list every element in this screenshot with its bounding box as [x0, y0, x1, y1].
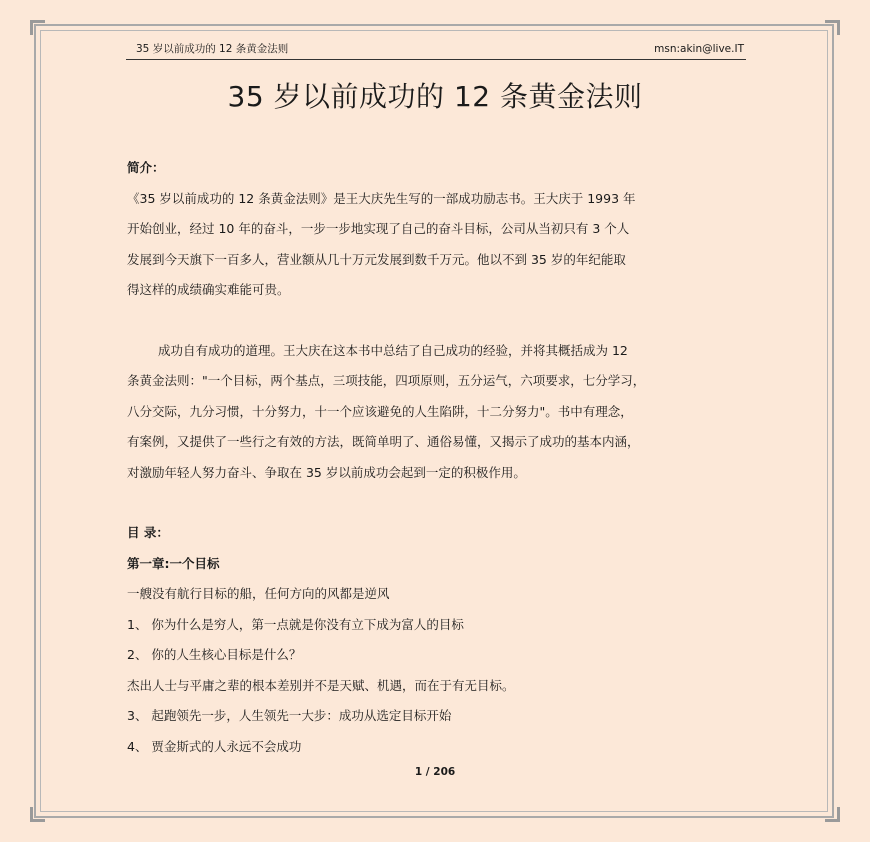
header-contact: msn:akin@live.IT [654, 43, 744, 55]
corner-ornament-bottom-left [30, 807, 45, 822]
toc-line: 3、 起跑领先一步，人生领先一大步：成功从选定目标开始 [127, 708, 452, 723]
toc-label: 目 录： [127, 525, 169, 540]
intro-p1-line: 开始创业，经过 10 年的奋斗，一步一步地实现了自己的奋斗目标，公司从当初只有 3 个人 [127, 221, 630, 236]
intro-label: 简介： [127, 160, 165, 175]
corner-ornament-top-right [825, 20, 840, 35]
corner-ornament-top-left [30, 20, 45, 35]
document-title: 35 岁以前成功的 12 条黄金法则 [227, 80, 643, 113]
intro-p2-line: 成功自有成功的道理。王大庆在这本书中总结了自己成功的经验，并将其概括成为 12 [158, 342, 628, 358]
toc-line: 一艘没有航行目标的船，任何方向的风都是逆风 [127, 586, 390, 601]
intro-p2-line: 有案例，又提供了一些行之有效的方法，既简单明了、通俗易懂，又揭示了成功的基本内涵， [127, 434, 640, 449]
toc-line: 1、 你为什么是穷人，第一点就是你没有立下成为富人的目标 [127, 616, 464, 632]
intro-p1-line: 发展到今天旗下一百多人，营业额从几十万元发展到数千万元。他以不到 35 岁的年纪能取 [127, 251, 626, 267]
intro-p2-line: 条黄金法则："一个目标，两个基点，三项技能，四项原则，五分运气，六项要求，七分学习， [127, 373, 646, 388]
document-body [127, 153, 749, 762]
toc-line: 4、 贾金斯式的人永远不会成功 [127, 738, 302, 754]
toc-line: 2、 你的人生核心目标是什么？ [127, 647, 302, 662]
intro-p1-line: 《35 岁以前成功的 12 条黄金法则》是王大庆先生写的一部成功励志书。王大庆于 1993 年 [127, 190, 636, 206]
intro-p2-line: 对激励年轻人努力奋斗、争取在 35 岁以前成功会起到一定的积极作用。 [127, 464, 526, 480]
corner-ornament-bottom-right [825, 807, 840, 822]
page-number: 1 / 206 [414, 766, 456, 778]
toc-chapter-heading: 第一章:一个目标 [127, 555, 220, 571]
intro-p2-line: 八分交际，九分习惯，十分努力，十一个应该避免的人生陷阱，十二分努力"。书中有理念， [127, 403, 633, 419]
paragraph-gap [127, 488, 749, 518]
paragraph-gap [127, 306, 749, 336]
header-title: 35 岁以前成功的 12 条黄金法则 [136, 43, 289, 55]
toc-line: 杰出人士与平庸之辈的根本差别并不是天赋、机遇，而在于有无目标。 [127, 677, 515, 693]
running-header [126, 42, 746, 60]
intro-p1-line: 得这样的成绩确实难能可贵。 [127, 282, 290, 297]
